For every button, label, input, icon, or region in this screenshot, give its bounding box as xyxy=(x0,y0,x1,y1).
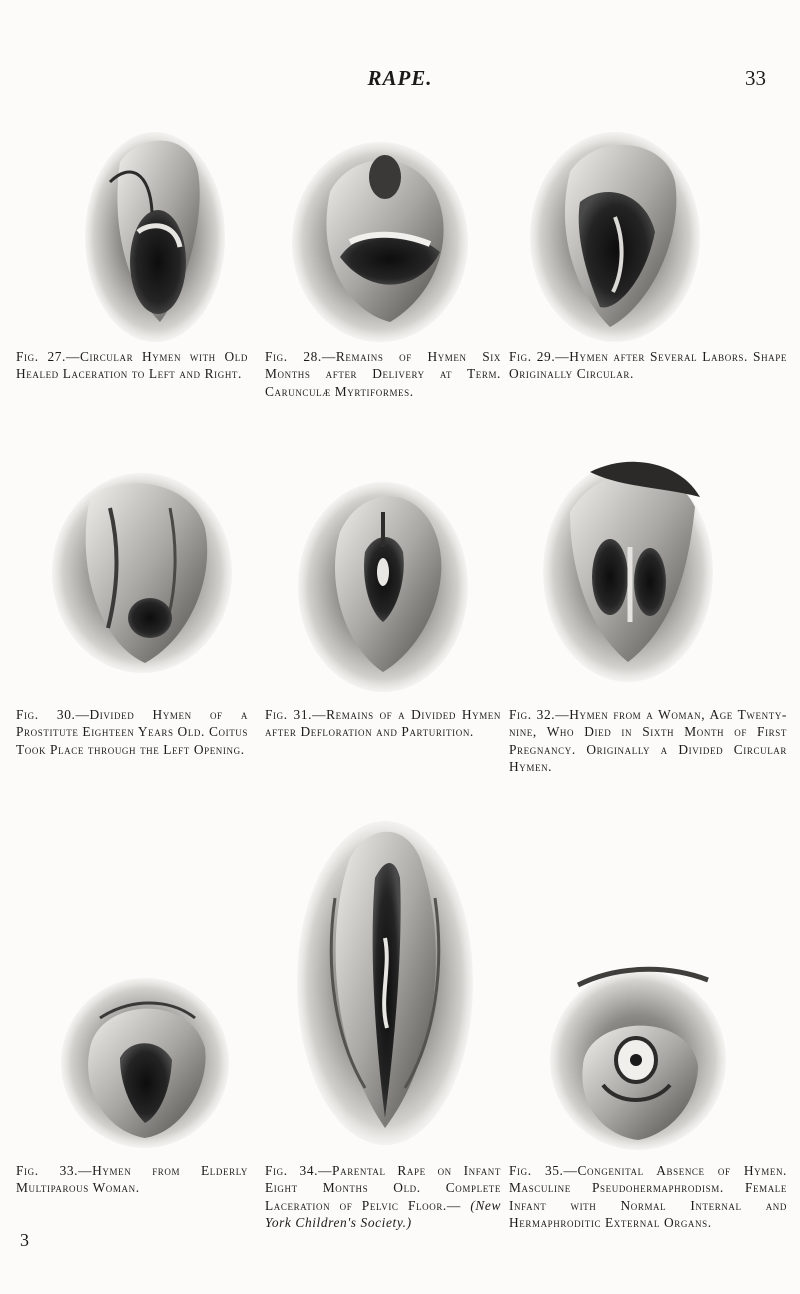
figure-33-illustration xyxy=(60,968,230,1148)
figure-31-text: —Remains of a Divided Hymen after Defloration and Parturition. xyxy=(265,707,501,740)
running-title: RAPE. xyxy=(367,66,433,90)
figure-28-illustration xyxy=(290,132,470,342)
figure-32-caption xyxy=(509,706,787,776)
figure-28-text: —Remains of Hymen Six Months after Delivery at Term. Carunculæ Myrtiformes. xyxy=(265,349,501,399)
figure-30-caption xyxy=(16,706,248,758)
figure-33-label: Fig. 33. xyxy=(16,1163,79,1178)
figure-34-illustration xyxy=(295,818,475,1148)
figure-35-caption xyxy=(509,1162,787,1232)
figure-35-text: —Congenital Absence of Hymen. Masculine Pseudohermaphrodism. Female Infant with Normal Internal and Hermaphroditic External Organs. xyxy=(509,1163,787,1231)
figure-27-caption xyxy=(16,348,248,383)
figure-27-text: —Circular Hymen with Old Healed Laceration to Left and Right. xyxy=(16,349,248,382)
figure-28-caption xyxy=(265,348,501,400)
signature-mark: 3 xyxy=(20,1230,29,1250)
figure-27-illustration xyxy=(80,122,230,342)
running-head xyxy=(0,66,800,94)
figure-27-label: Fig. 27. xyxy=(16,349,66,364)
figure-34-label: Fig. 34. xyxy=(265,1163,319,1178)
figure-30-illustration xyxy=(50,468,235,678)
figure-34-text: —Parental Rape on Infant Eight Months Old. Complete Laceration of Pelvic Floor.— xyxy=(265,1163,501,1213)
figure-34-caption xyxy=(265,1162,501,1232)
figure-32-illustration xyxy=(540,452,715,684)
figure-31-illustration xyxy=(295,472,470,692)
figure-30-text: —Divided Hymen of a Prostitute Eighteen Years Old. Coitus Took Place through the Left Opening. xyxy=(16,707,248,757)
figure-29-text: —Hymen after Several Labors. Shape Originally Circular. xyxy=(509,349,787,382)
figure-33-text: —Hymen from Elderly Multiparous Woman. xyxy=(16,1163,248,1196)
figure-35-label: Fig. 35. xyxy=(509,1163,564,1178)
figure-30-label: Fig. 30. xyxy=(16,707,76,722)
figure-29-label: Fig. 29. xyxy=(509,349,556,364)
page-number: 33 xyxy=(745,66,766,90)
figure-31-label: Fig. 31. xyxy=(265,707,313,722)
figure-29-illustration xyxy=(525,122,705,344)
figure-29-caption xyxy=(509,348,787,383)
figure-31-caption xyxy=(265,706,501,741)
figure-32-label: Fig. 32. xyxy=(509,707,556,722)
figure-35-illustration xyxy=(548,955,728,1150)
figure-32-text: —Hymen from a Woman, Age Twenty-nine, Who Died in Sixth Month of First Pregnancy. Originally a Divided Circular Hymen. xyxy=(509,707,787,775)
figure-28-label: Fig. 28. xyxy=(265,349,322,364)
figure-33-caption xyxy=(16,1162,248,1197)
figure-34-citation: (New York Children's Society.) xyxy=(265,1197,502,1231)
